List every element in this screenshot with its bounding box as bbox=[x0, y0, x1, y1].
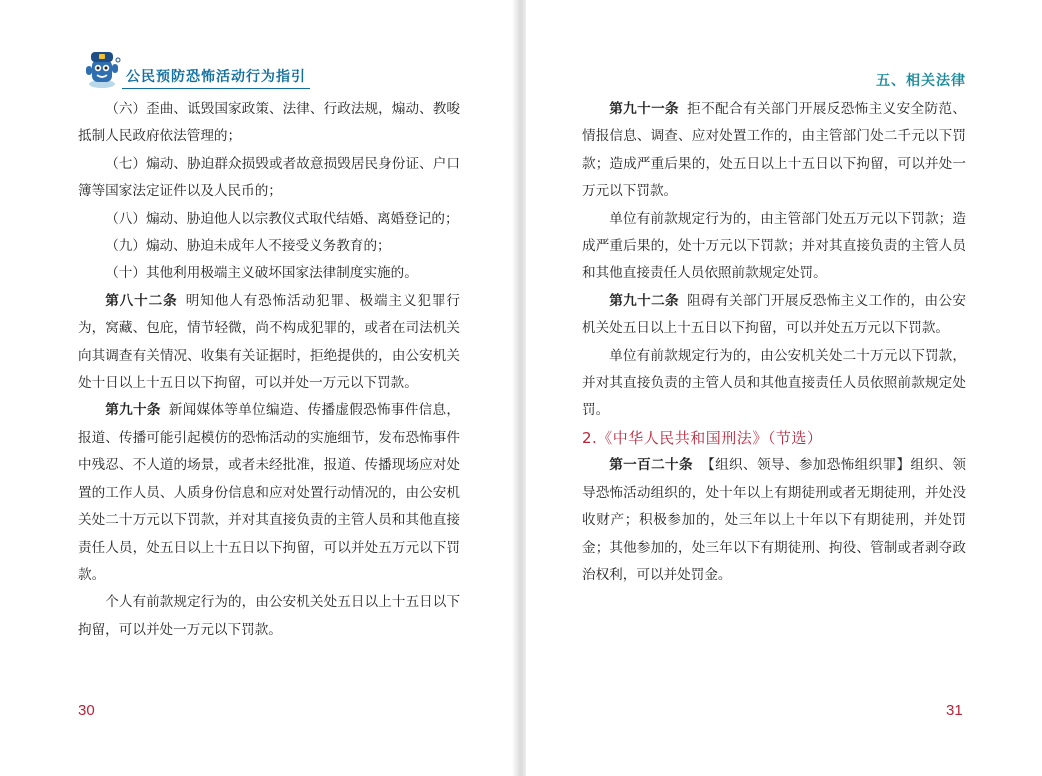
paragraph bbox=[582, 206, 966, 288]
book-title: 公民预防恐怖活动行为指引 bbox=[126, 69, 306, 85]
paragraph bbox=[78, 151, 460, 206]
paragraph bbox=[582, 343, 966, 425]
title-underline bbox=[122, 88, 310, 89]
paragraph-text: （九）煽动、胁迫未成年人不接受义务教育的； bbox=[105, 238, 391, 255]
paragraph-text: （六）歪曲、诋毁国家政策、法律、行政法规，煽动、教唆抵制人民政府依法管理的； bbox=[78, 101, 460, 145]
left-page-body bbox=[78, 96, 460, 644]
paragraph-text: 新闻媒体等单位编造、传播虚假恐怖事件信息，报道、传播可能引起模仿的恐怖活动的实施细节，发布恐怖事件中残忍、不人道的场景，或者未经批准，报道、传播现场应对处置的工作人员、人质身份信息和应对处置行动情况的，由公安机关处二十万元以下罚款，并对其直接负责的主管人员和其他直接责任人员，处五日以上十五日以下拘留，可以并处五万元以下罚款。 bbox=[78, 402, 461, 583]
paragraph bbox=[78, 206, 460, 233]
paragraph-text: 单位有前款规定行为的，由公安机关处二十万元以下罚款，并对其直接负责的主管人员和其他直接责任人员依照前款规定处罚。 bbox=[582, 347, 966, 419]
article-number: 第八十二条 bbox=[105, 292, 178, 309]
paragraph bbox=[78, 260, 460, 287]
article-number: 第九十条 bbox=[105, 402, 161, 419]
paragraph bbox=[582, 288, 966, 343]
paragraph-text: （七）煽动、胁迫群众损毁或者故意损毁居民身份证、户口簿等国家法定证件以及人民币的； bbox=[78, 155, 460, 200]
paragraph bbox=[78, 397, 460, 589]
paragraph-text: 个人有前款规定行为的，由公安机关处五日以上十五日以下拘留，可以并处一万元以下罚款。 bbox=[78, 594, 460, 638]
book-header bbox=[82, 48, 322, 92]
police-mascot-icon bbox=[82, 48, 122, 90]
paragraph-text: （八）煽动、胁迫他人以宗教仪式取代结婚、离婚登记的； bbox=[105, 210, 459, 227]
paragraph-text: 【组织、领导、参加恐怖组织罪】组织、领导恐怖活动组织的，处十年以上有期徒刑或者无期徒刑，并处没收财产；积极参加的，处三年以上十年以下有期徒刑，并处罚金；其他参加的，处三年以下有期徒刑、拘役、管制或者剥夺政治权利，可以并处罚金。 bbox=[582, 457, 966, 583]
page-number-left: 30 bbox=[78, 702, 95, 719]
paragraph bbox=[582, 96, 966, 206]
paragraph bbox=[78, 233, 460, 260]
article-number: 第一百二十条 bbox=[609, 457, 693, 474]
right-page bbox=[526, 0, 1042, 776]
paragraph bbox=[78, 589, 460, 644]
left-page bbox=[0, 0, 516, 776]
paragraph-text: 拒不配合有关部门开展反恐怖主义安全防范、情报信息、调查、应对处置工作的，由主管部门处二千元以下罚款；造成严重后果的，处五日以上十五日以下拘留，可以并处一万元以下罚款。 bbox=[582, 101, 967, 200]
paragraph-text: 明知他人有恐怖活动犯罪、极端主义犯罪行为，窝藏、包庇，情节轻微，尚不构成犯罪的，或者在司法机关向其调查有关情况、收集有关证据时，拒绝提供的，由公安机关处十日以上十五日以下拘留，可以并处一万元以下罚款。 bbox=[78, 292, 460, 392]
right-page-body bbox=[582, 96, 966, 589]
paragraph-text: 单位有前款规定行为的，由主管部门处五万元以下罚款；造成严重后果的，处十万元以下罚款；并对其直接负责的主管人员和其他直接责任人员依照前款规定处罚。 bbox=[582, 210, 966, 282]
paragraph bbox=[78, 96, 460, 151]
paragraph-text: 阻碍有关部门开展反恐怖主义工作的，由公安机关处五日以上十五日以下拘留，可以并处五万元以下罚款。 bbox=[582, 292, 967, 337]
right-body-bottom bbox=[582, 452, 966, 589]
right-body-top bbox=[582, 96, 966, 425]
section-label: 五、相关法律 bbox=[876, 73, 966, 89]
article-number: 第九十二条 bbox=[609, 292, 679, 309]
article-number: 第九十一条 bbox=[609, 101, 679, 117]
paragraph bbox=[582, 452, 966, 589]
page-number-right: 31 bbox=[946, 702, 963, 719]
paragraph bbox=[78, 288, 460, 398]
paragraph-text: （十）其他利用极端主义破坏国家法律制度实施的。 bbox=[105, 265, 418, 282]
section-heading: 2.《中华人民共和国刑法》（节选） bbox=[582, 428, 823, 447]
